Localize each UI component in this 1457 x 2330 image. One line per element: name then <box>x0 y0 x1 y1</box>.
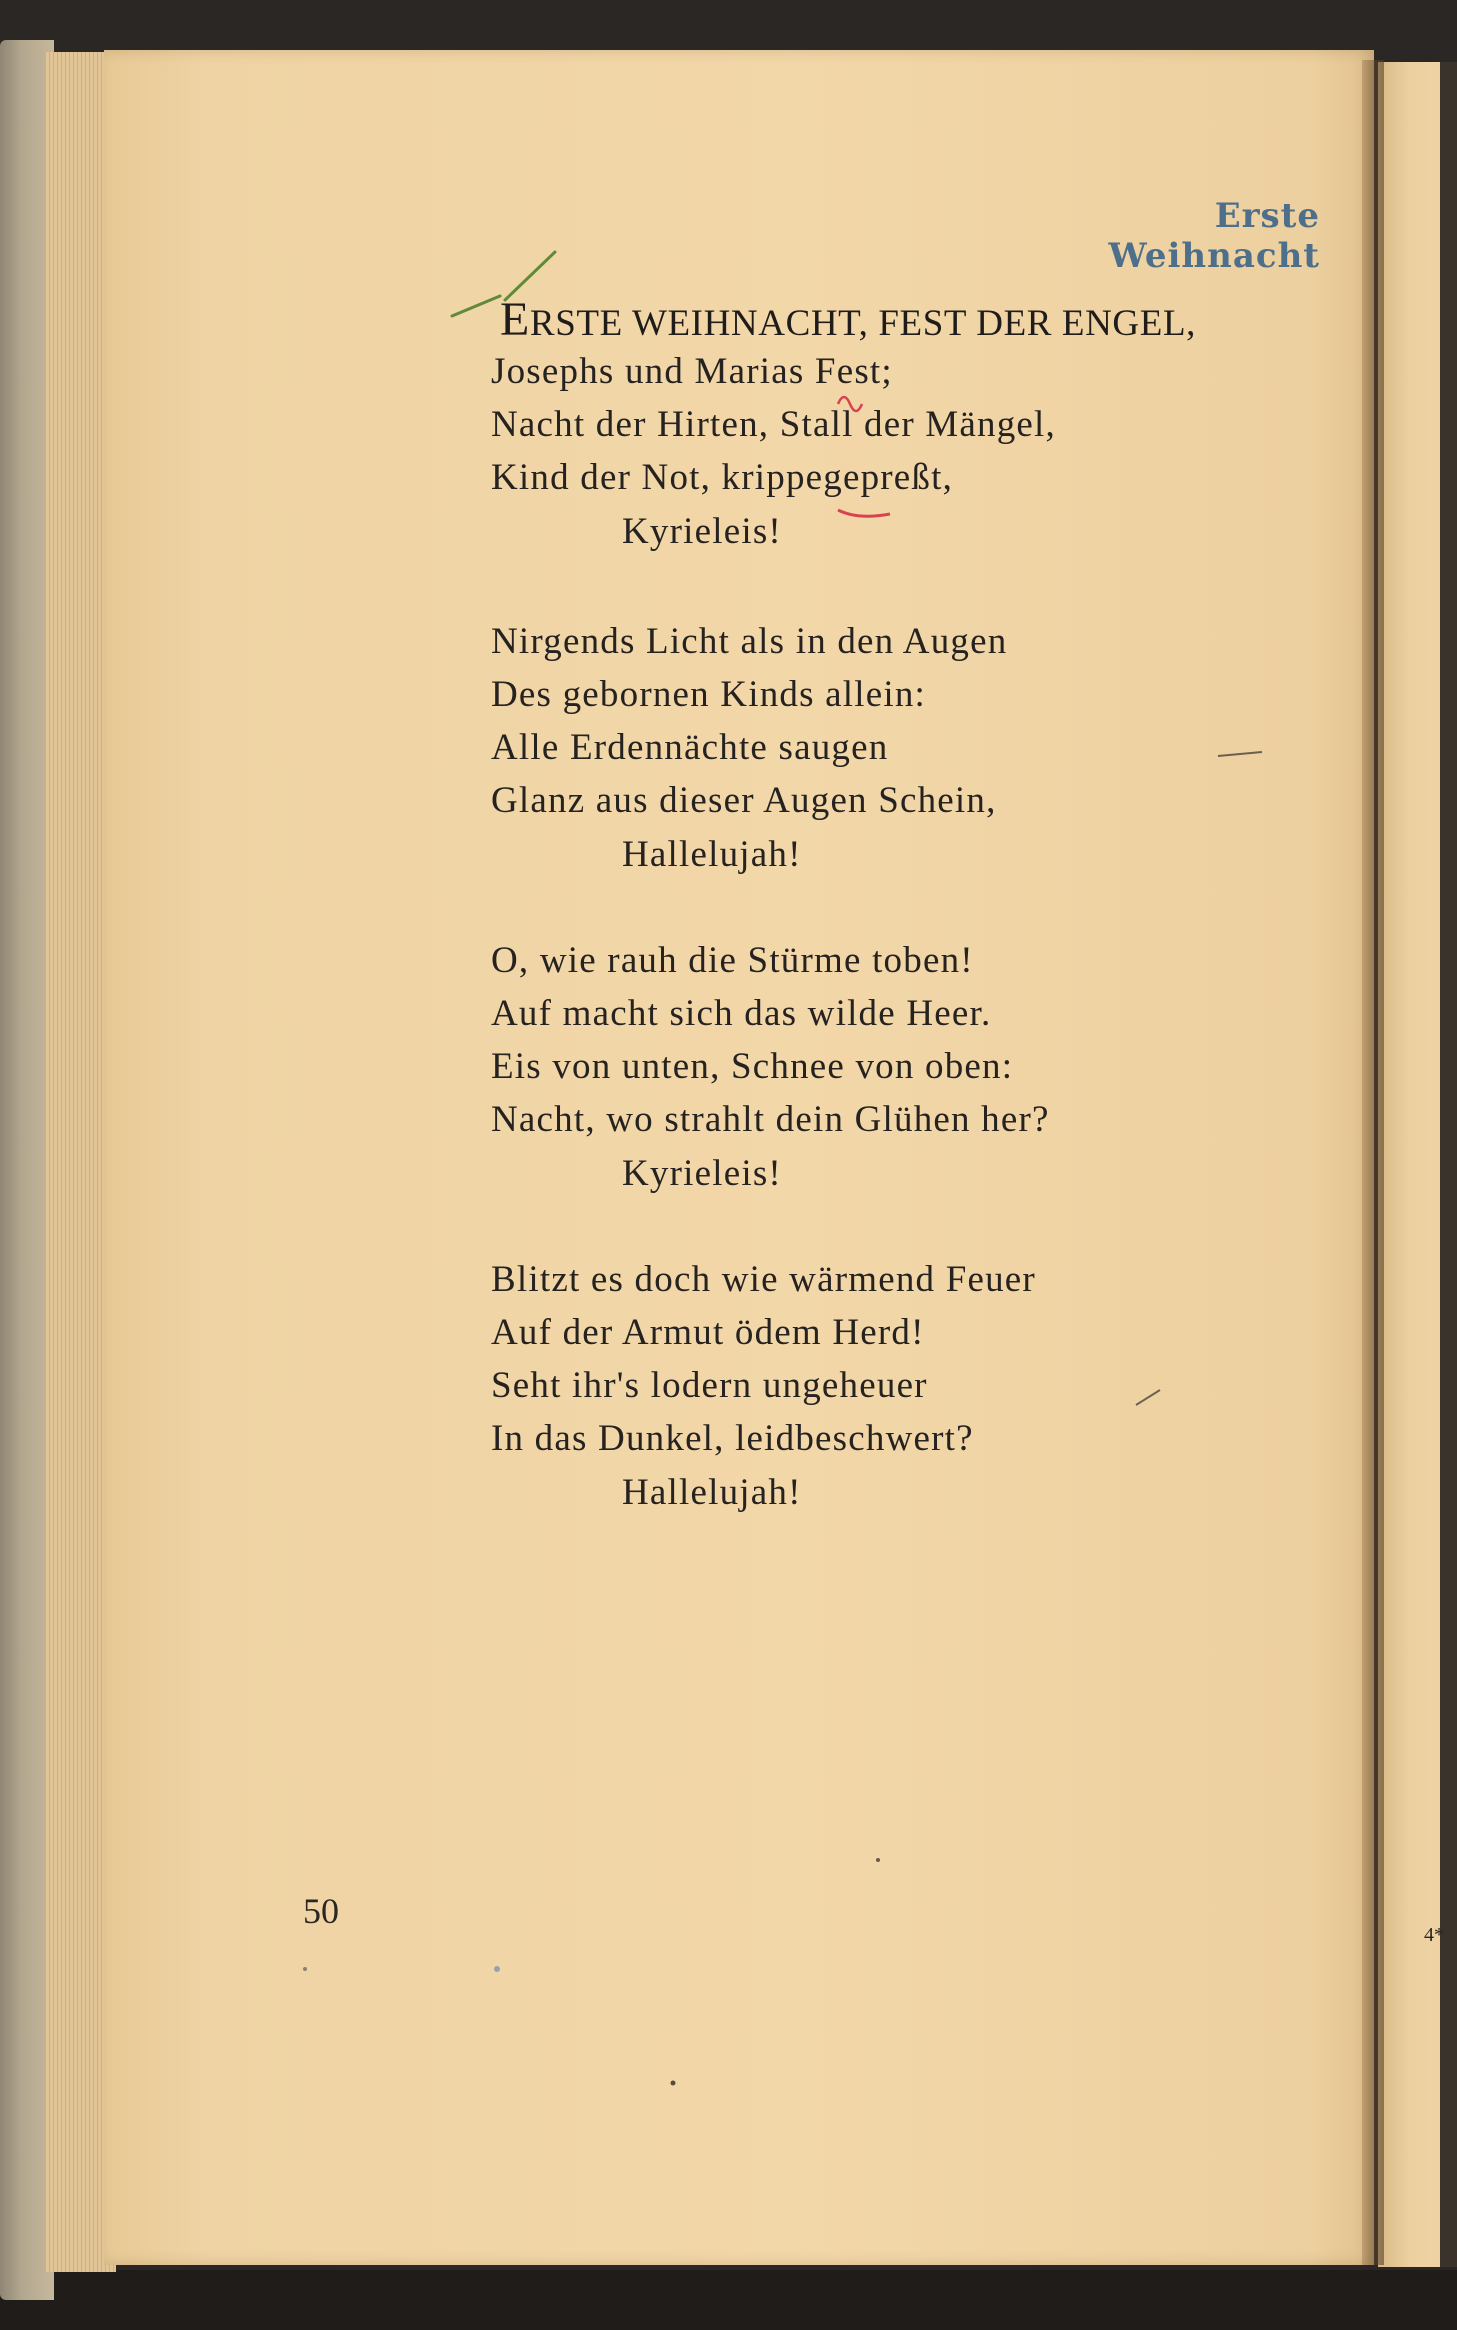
poem-line: Nirgends Licht als in den Augen <box>491 621 1008 662</box>
poem-line: In das Dunkel, leidbeschwert? <box>491 1418 974 1459</box>
poem-refrain: Hallelujah! <box>622 1472 802 1513</box>
poem-title <box>500 292 1196 347</box>
page-number: 50 <box>303 1891 339 1931</box>
poem-line: Eis von unten, Schnee von oben: <box>491 1046 1014 1087</box>
poem-line: O, wie rauh die Stürme toben! <box>491 940 974 981</box>
poem-line: Blitzt es doch wie wärmend Feuer <box>491 1259 1036 1300</box>
poem-line: Des gebornen Kinds allein: <box>491 674 927 715</box>
poem-refrain: Hallelujah! <box>622 834 802 875</box>
poem-line: Josephs und Marias Fest; <box>491 351 893 392</box>
running-header: Erste Weihnacht <box>1108 196 1320 276</box>
background-bottom <box>0 2270 1457 2330</box>
poem-refrain: Kyrieleis! <box>622 511 782 552</box>
poem-line: Auf der Armut ödem Herd! <box>491 1312 925 1353</box>
printer-signature-mark: 4* <box>1424 1924 1444 1946</box>
poem-line: Seht ihr's lodern ungeheuer <box>491 1365 928 1406</box>
poem-line: Nacht, wo strahlt dein Glühen her? <box>491 1099 1050 1140</box>
poem-line: Kind der Not, krippegepreßt, <box>491 457 954 498</box>
title-rest: RSTE WEIHNACHT, FEST DER ENGEL, <box>529 303 1197 344</box>
poem-line: Alle Erdennächte saugen <box>491 727 889 768</box>
book-gutter <box>1362 60 1384 2265</box>
title-initial: E <box>500 293 530 346</box>
poem-line: Glanz aus dieser Augen Schein, <box>491 780 997 821</box>
poem-line: Nacht der Hirten, Stall der Mängel, <box>491 404 1056 445</box>
poem-refrain: Kyrieleis! <box>622 1153 782 1194</box>
poem-line: Auf macht sich das wilde Heer. <box>491 993 992 1034</box>
